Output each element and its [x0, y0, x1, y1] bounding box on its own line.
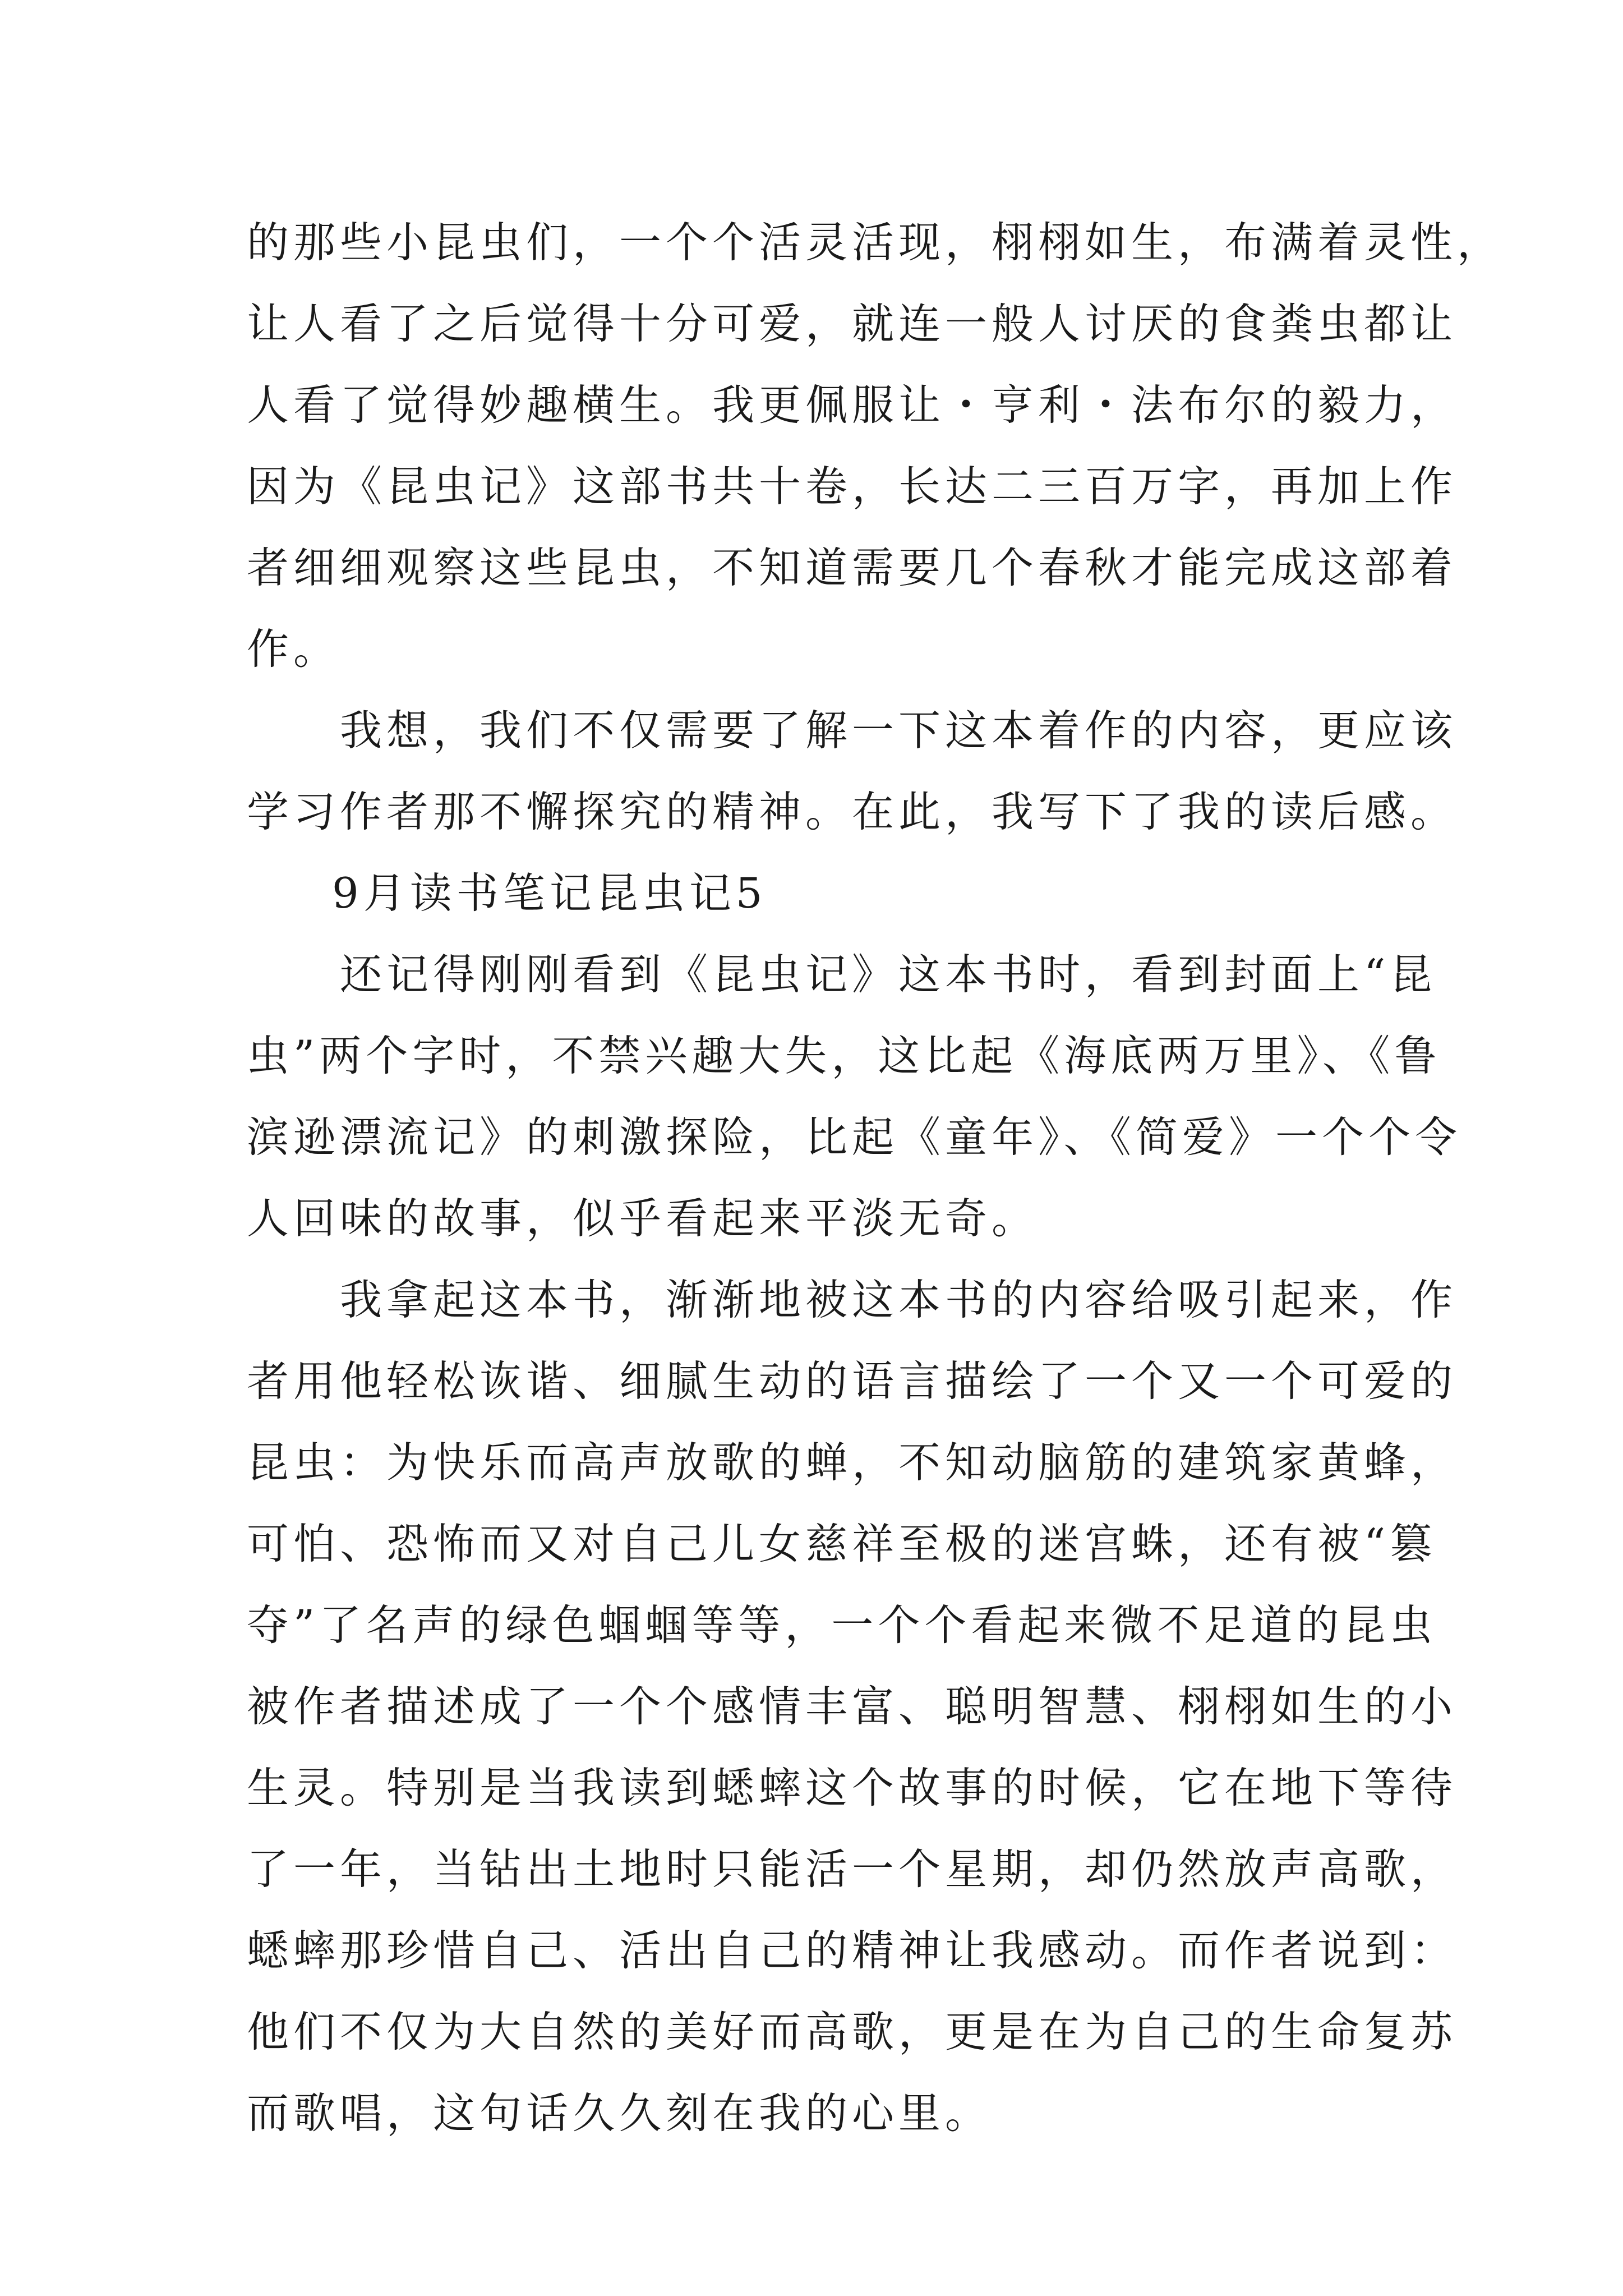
- section-heading: 9月读书笔记昆虫记5: [332, 868, 767, 918]
- document-body: [247, 202, 1504, 2154]
- text-line: 人回味的故事，似乎看起来平淡无奇。: [247, 1194, 1039, 1243]
- text-line: 虫”两个字时，不禁兴趣大失，这比起《海底两万里》、《鲁: [247, 1031, 1441, 1080]
- text-line: 被作者描述成了一个个感情丰富、聪明智慧、栩栩如生的小: [247, 1682, 1458, 1731]
- text-line: 可怕、恐怖而又对自己儿女慈祥至极的迷宫蛛，还有被“篡: [247, 1519, 1437, 1568]
- text-line: 作。: [247, 624, 340, 674]
- text-line: 的那些小昆虫们，一个个活灵活现，栩栩如生，布满着灵性，: [247, 218, 1504, 267]
- text-line: 了一年，当钻出土地时只能活一个星期，却仍然放声高歌，: [247, 1844, 1458, 1894]
- paragraph-3: [247, 934, 1462, 1259]
- text-line: 让人看了之后觉得十分可爱，就连一般人讨厌的食粪虫都让: [247, 299, 1458, 348]
- paragraph-1: [247, 202, 1504, 690]
- text-line: 因为《昆虫记》这部书共十卷，长达二三百万字，再加上作: [247, 462, 1458, 511]
- text-line: 夺”了名声的绿色蝈蝈等等，一个个看起来微不足道的昆虫: [247, 1600, 1437, 1650]
- text-line: 我想，我们不仅需要了解一下这本着作的内容，更应该: [247, 706, 1458, 755]
- paragraph-2: [247, 690, 1458, 853]
- text-line: 他们不仅为大自然的美好而高歌，更是在为自己的生命复苏: [247, 2007, 1458, 2056]
- text-line: 者细细观察这些昆虫，不知道需要几个春秋才能完成这部着: [247, 543, 1458, 592]
- text-line: 还记得刚刚看到《昆虫记》这本书时，看到封面上“昆: [247, 950, 1437, 999]
- text-line: 学习作者那不懈探究的精神。在此，我写下了我的读后感。: [247, 787, 1458, 836]
- text-line: 而歌唱，这句话久久刻在我的心里。: [247, 2088, 992, 2138]
- text-line: 滨逊漂流记》的刺激探险，比起《童年》、《简爱》一个个令: [247, 1112, 1462, 1162]
- text-line: 我拿起这本书，渐渐地被这本书的内容给吸引起来，作: [247, 1275, 1458, 1324]
- text-line: 蟋蟀那珍惜自己、活出自己的精神让我感动。而作者说到：: [247, 1926, 1458, 1975]
- text-line: 昆虫：为快乐而高声放歌的蝉，不知动脑筋的建筑家黄蜂，: [247, 1438, 1458, 1487]
- text-line: 者用他轻松诙谐、细腻生动的语言描绘了一个又一个可爱的: [247, 1356, 1458, 1406]
- text-line: 人看了觉得妙趣横生。我更佩服让・亨利・法布尔的毅力，: [247, 380, 1458, 430]
- text-line: 生灵。特别是当我读到蟋蟀这个故事的时候，它在地下等待: [247, 1763, 1458, 1812]
- paragraph-4: [247, 1259, 1458, 2154]
